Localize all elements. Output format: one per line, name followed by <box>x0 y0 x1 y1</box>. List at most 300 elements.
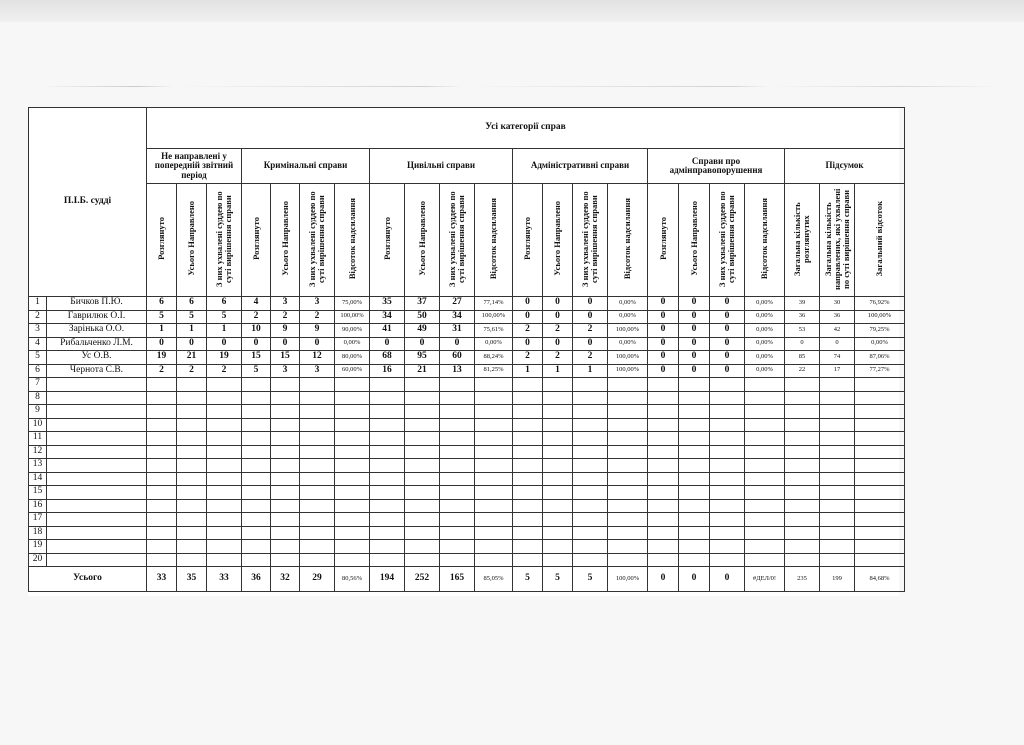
data-cell <box>855 499 905 513</box>
data-cell <box>608 472 648 486</box>
data-cell <box>440 418 475 432</box>
data-cell <box>147 499 177 513</box>
sub-sent-header <box>543 184 573 297</box>
data-cell: 6 <box>207 297 242 311</box>
sub-percent-header-text: Відсоток надсилання <box>759 198 770 280</box>
data-cell <box>300 513 335 527</box>
data-cell: 0 <box>710 310 745 324</box>
data-cell <box>271 486 300 500</box>
data-cell <box>745 405 785 419</box>
data-cell <box>513 526 543 540</box>
data-cell <box>820 540 855 554</box>
sub-decided-header <box>573 184 608 297</box>
data-cell <box>440 378 475 392</box>
sub-percent-header <box>608 184 648 297</box>
table-row <box>29 297 905 311</box>
data-cell <box>207 472 242 486</box>
data-cell <box>648 418 679 432</box>
table-row <box>29 391 905 405</box>
data-cell <box>440 459 475 473</box>
data-cell <box>679 486 710 500</box>
data-cell <box>573 405 608 419</box>
data-cell <box>300 459 335 473</box>
data-cell <box>335 540 370 554</box>
data-cell <box>679 459 710 473</box>
data-cell: 31 <box>440 324 475 338</box>
data-cell <box>648 513 679 527</box>
data-cell <box>745 472 785 486</box>
sub-sent-header <box>679 184 710 297</box>
data-cell: 0 <box>242 337 271 351</box>
data-cell: 42 <box>820 324 855 338</box>
data-cell <box>300 405 335 419</box>
data-cell: 2 <box>147 364 177 378</box>
row-number: 12 <box>29 445 47 459</box>
data-cell <box>573 472 608 486</box>
data-cell: 15 <box>271 351 300 365</box>
sub-considered-header <box>370 184 405 297</box>
data-cell: 0 <box>543 337 573 351</box>
data-cell <box>300 526 335 540</box>
data-cell: 1 <box>513 364 543 378</box>
total-cell: 0 <box>710 567 745 592</box>
data-cell <box>543 526 573 540</box>
data-cell <box>300 432 335 446</box>
row-number: 2 <box>29 310 47 324</box>
data-cell <box>855 553 905 567</box>
total-cell: 100,00% <box>608 567 648 592</box>
data-cell <box>405 472 440 486</box>
data-cell <box>475 378 513 392</box>
data-cell <box>543 445 573 459</box>
judge-name-cell: Гаврилюк О.І. <box>47 310 147 324</box>
data-cell <box>177 499 207 513</box>
data-cell <box>543 513 573 527</box>
data-cell: 0,00% <box>745 310 785 324</box>
data-cell <box>745 513 785 527</box>
judge-name-cell: Рибальченко Л.М. <box>47 337 147 351</box>
judge-name-cell <box>47 459 147 473</box>
table-row <box>29 499 905 513</box>
data-cell <box>475 405 513 419</box>
table-row <box>29 553 905 567</box>
data-cell: 5 <box>242 364 271 378</box>
data-cell <box>271 472 300 486</box>
table-row <box>29 337 905 351</box>
data-cell <box>475 445 513 459</box>
data-cell: 85 <box>785 351 820 365</box>
data-cell: 3 <box>300 297 335 311</box>
data-cell: 0 <box>710 364 745 378</box>
data-cell <box>745 540 785 554</box>
row-number: 5 <box>29 351 47 365</box>
data-cell: 2 <box>543 351 573 365</box>
data-cell <box>820 391 855 405</box>
data-cell: 19 <box>207 351 242 365</box>
data-cell <box>147 445 177 459</box>
row-number: 9 <box>29 405 47 419</box>
data-cell <box>440 445 475 459</box>
data-cell: 0 <box>679 310 710 324</box>
total-cell: 33 <box>147 567 177 592</box>
data-cell <box>147 526 177 540</box>
data-cell <box>608 459 648 473</box>
sub-total-sent-header <box>820 184 855 297</box>
row-number: 4 <box>29 337 47 351</box>
table-row <box>29 513 905 527</box>
data-cell: 95 <box>405 351 440 365</box>
data-cell <box>271 445 300 459</box>
data-cell <box>242 405 271 419</box>
data-cell <box>475 432 513 446</box>
data-cell <box>370 486 405 500</box>
data-cell <box>335 391 370 405</box>
data-cell: 36 <box>820 310 855 324</box>
data-cell <box>513 445 543 459</box>
data-cell <box>300 486 335 500</box>
data-cell <box>475 513 513 527</box>
sub-considered-header-text: Розглянуто <box>522 217 533 261</box>
data-cell: 0 <box>370 337 405 351</box>
data-cell <box>335 499 370 513</box>
total-cell: 29 <box>300 567 335 592</box>
sub-total-percent-header <box>855 184 905 297</box>
data-cell <box>573 378 608 392</box>
data-cell: 2 <box>300 310 335 324</box>
data-cell: 1 <box>543 364 573 378</box>
data-cell <box>679 445 710 459</box>
data-cell <box>475 418 513 432</box>
data-cell <box>513 432 543 446</box>
data-cell: 0,00% <box>608 297 648 311</box>
judge-name-cell: Бичков П.Ю. <box>47 297 147 311</box>
data-cell: 6 <box>147 297 177 311</box>
data-cell <box>207 513 242 527</box>
judge-name-cell <box>47 486 147 500</box>
sub-sent-header-text: Усього Направлено <box>186 201 197 277</box>
data-cell: 100,00% <box>608 364 648 378</box>
data-cell <box>242 432 271 446</box>
group-header-row <box>29 149 905 184</box>
data-cell <box>440 391 475 405</box>
data-cell: 12 <box>300 351 335 365</box>
data-cell <box>405 418 440 432</box>
row-number: 11 <box>29 432 47 446</box>
data-cell: 1 <box>147 324 177 338</box>
data-cell <box>513 418 543 432</box>
data-cell <box>271 378 300 392</box>
data-cell <box>679 418 710 432</box>
data-cell: 9 <box>300 324 335 338</box>
data-cell <box>405 513 440 527</box>
data-cell <box>147 391 177 405</box>
data-cell <box>608 540 648 554</box>
data-cell: 19 <box>147 351 177 365</box>
sub-sent-header <box>405 184 440 297</box>
data-cell <box>271 459 300 473</box>
data-cell <box>608 391 648 405</box>
data-cell: 0 <box>679 337 710 351</box>
data-cell: 81,25% <box>475 364 513 378</box>
data-cell <box>855 459 905 473</box>
data-cell <box>335 445 370 459</box>
data-cell <box>335 526 370 540</box>
data-cell <box>573 418 608 432</box>
data-cell: 49 <box>405 324 440 338</box>
data-cell: 37 <box>405 297 440 311</box>
data-cell: 0 <box>710 351 745 365</box>
sub-considered-header <box>648 184 679 297</box>
data-cell: 2 <box>242 310 271 324</box>
data-cell: 87,06% <box>855 351 905 365</box>
data-cell: 13 <box>440 364 475 378</box>
data-cell <box>207 526 242 540</box>
group-not-sent-header: Не направлені у попередній звітний період <box>147 149 242 184</box>
data-cell: 100,00% <box>608 324 648 338</box>
sub-sent-header <box>271 184 300 297</box>
data-cell: 5 <box>177 310 207 324</box>
judge-name-cell <box>47 513 147 527</box>
data-cell <box>370 540 405 554</box>
sub-decided-header-text: З них ухвалені суддею по суті вирішення справи <box>580 190 599 287</box>
data-cell: 0 <box>271 337 300 351</box>
data-cell: 41 <box>370 324 405 338</box>
data-cell <box>475 540 513 554</box>
data-cell <box>710 513 745 527</box>
data-cell: 0 <box>573 310 608 324</box>
data-cell <box>855 445 905 459</box>
data-cell <box>440 432 475 446</box>
data-cell <box>147 432 177 446</box>
data-cell <box>608 378 648 392</box>
data-cell <box>785 378 820 392</box>
data-cell <box>648 445 679 459</box>
data-cell <box>207 378 242 392</box>
data-cell <box>785 405 820 419</box>
data-cell <box>147 553 177 567</box>
data-cell <box>177 472 207 486</box>
data-cell <box>440 540 475 554</box>
data-cell <box>147 378 177 392</box>
data-cell <box>271 432 300 446</box>
data-cell <box>405 499 440 513</box>
data-cell <box>608 405 648 419</box>
judge-name-cell <box>47 391 147 405</box>
data-cell <box>855 540 905 554</box>
data-cell <box>335 432 370 446</box>
data-cell: 39 <box>785 297 820 311</box>
sub-percent-header <box>745 184 785 297</box>
data-cell <box>785 513 820 527</box>
data-cell: 2 <box>573 351 608 365</box>
data-cell <box>207 499 242 513</box>
data-cell <box>300 472 335 486</box>
sub-percent-header-text: Відсоток надсилання <box>488 198 499 280</box>
data-cell <box>370 445 405 459</box>
judge-name-cell <box>47 540 147 554</box>
data-cell: 0 <box>648 324 679 338</box>
judge-name-cell: Зарінька О.О. <box>47 324 147 338</box>
group-civil-header: Цивільні справи <box>370 149 513 184</box>
judges-cases-report-table <box>28 107 905 592</box>
data-cell <box>177 486 207 500</box>
data-cell <box>573 391 608 405</box>
group-administrative-header: Адміністративні справи <box>513 149 648 184</box>
judge-name-cell <box>47 499 147 513</box>
table-row <box>29 432 905 446</box>
data-cell <box>543 486 573 500</box>
data-cell: 0 <box>207 337 242 351</box>
data-cell <box>440 526 475 540</box>
judge-name-cell <box>47 432 147 446</box>
data-cell <box>300 499 335 513</box>
data-cell <box>820 486 855 500</box>
data-cell <box>513 553 543 567</box>
data-cell <box>242 526 271 540</box>
data-cell <box>745 418 785 432</box>
total-cell: 194 <box>370 567 405 592</box>
data-cell <box>745 486 785 500</box>
data-cell: 100,00% <box>855 310 905 324</box>
data-cell <box>370 432 405 446</box>
data-cell <box>242 553 271 567</box>
sub-header-row <box>29 184 905 297</box>
sub-considered-header-text: Розглянуто <box>250 217 261 261</box>
data-cell <box>785 432 820 446</box>
data-cell <box>335 513 370 527</box>
data-cell <box>710 405 745 419</box>
data-cell <box>513 405 543 419</box>
data-cell <box>608 486 648 500</box>
table-row <box>29 540 905 554</box>
data-cell <box>405 378 440 392</box>
sub-total-sent-header-text: Загальна кількість направлених, які ухвалені по суті вирішення справи <box>822 188 851 290</box>
row-number: 19 <box>29 540 47 554</box>
data-cell: 9 <box>271 324 300 338</box>
sub-considered-header-text: Розглянуто <box>156 217 167 261</box>
data-cell: 10 <box>242 324 271 338</box>
data-cell <box>608 445 648 459</box>
sub-total-considered-header <box>785 184 820 297</box>
data-cell: 88,24% <box>475 351 513 365</box>
data-cell <box>335 486 370 500</box>
data-cell: 100,00% <box>335 310 370 324</box>
total-cell: 252 <box>405 567 440 592</box>
data-cell: 0,00% <box>745 337 785 351</box>
data-cell <box>710 459 745 473</box>
data-cell: 1 <box>573 364 608 378</box>
total-label: Усього <box>29 567 147 592</box>
data-cell <box>300 540 335 554</box>
data-cell <box>242 513 271 527</box>
data-cell <box>820 472 855 486</box>
data-cell <box>405 553 440 567</box>
data-cell: 0 <box>820 337 855 351</box>
data-cell: 75,61% <box>475 324 513 338</box>
data-cell <box>648 391 679 405</box>
data-cell: 0 <box>648 337 679 351</box>
data-cell <box>679 432 710 446</box>
data-cell <box>573 526 608 540</box>
data-cell <box>475 499 513 513</box>
data-cell <box>710 432 745 446</box>
total-cell: 5 <box>543 567 573 592</box>
data-cell <box>513 513 543 527</box>
data-cell: 0 <box>513 310 543 324</box>
data-cell: 0 <box>710 297 745 311</box>
data-cell <box>207 445 242 459</box>
data-cell: 36 <box>785 310 820 324</box>
data-cell <box>820 432 855 446</box>
data-cell: 60 <box>440 351 475 365</box>
data-cell <box>785 526 820 540</box>
data-cell: 0,00% <box>745 364 785 378</box>
data-cell <box>513 540 543 554</box>
data-cell <box>513 472 543 486</box>
data-cell: 0 <box>648 351 679 365</box>
sub-decided-header-text: З них ухвалені суддею по суті вирішення справи <box>214 190 233 287</box>
name-column-header: П.І.Б. судді <box>29 108 147 297</box>
table-row <box>29 351 905 365</box>
data-cell <box>207 553 242 567</box>
data-cell: 5 <box>147 310 177 324</box>
data-cell <box>405 526 440 540</box>
data-cell <box>335 405 370 419</box>
data-cell <box>271 499 300 513</box>
data-cell: 0 <box>405 337 440 351</box>
table-row <box>29 472 905 486</box>
row-number: 20 <box>29 553 47 567</box>
data-cell: 2 <box>513 324 543 338</box>
data-cell <box>271 405 300 419</box>
total-cell: 80,56% <box>335 567 370 592</box>
data-cell <box>648 459 679 473</box>
table-row <box>29 378 905 392</box>
data-cell <box>573 553 608 567</box>
data-cell <box>785 540 820 554</box>
sub-percent-header <box>335 184 370 297</box>
data-cell <box>207 459 242 473</box>
data-cell <box>440 513 475 527</box>
data-cell <box>648 540 679 554</box>
data-cell <box>513 486 543 500</box>
data-cell <box>710 378 745 392</box>
data-cell <box>820 405 855 419</box>
data-cell <box>855 513 905 527</box>
data-cell <box>370 418 405 432</box>
total-cell: 33 <box>207 567 242 592</box>
data-cell <box>177 513 207 527</box>
row-number: 10 <box>29 418 47 432</box>
data-cell <box>745 432 785 446</box>
table-row <box>29 445 905 459</box>
data-cell <box>573 459 608 473</box>
table-row <box>29 486 905 500</box>
sub-percent-header-text: Відсоток надсилання <box>346 198 357 280</box>
data-cell <box>513 499 543 513</box>
data-cell <box>335 378 370 392</box>
data-cell <box>242 499 271 513</box>
data-cell: 77,27% <box>855 364 905 378</box>
sub-decided-header <box>300 184 335 297</box>
table-row <box>29 418 905 432</box>
data-cell <box>475 472 513 486</box>
group-criminal-header: Кримінальні справи <box>242 149 370 184</box>
data-cell <box>679 526 710 540</box>
data-cell: 0 <box>513 337 543 351</box>
data-cell: 75,00% <box>335 297 370 311</box>
data-cell <box>608 418 648 432</box>
